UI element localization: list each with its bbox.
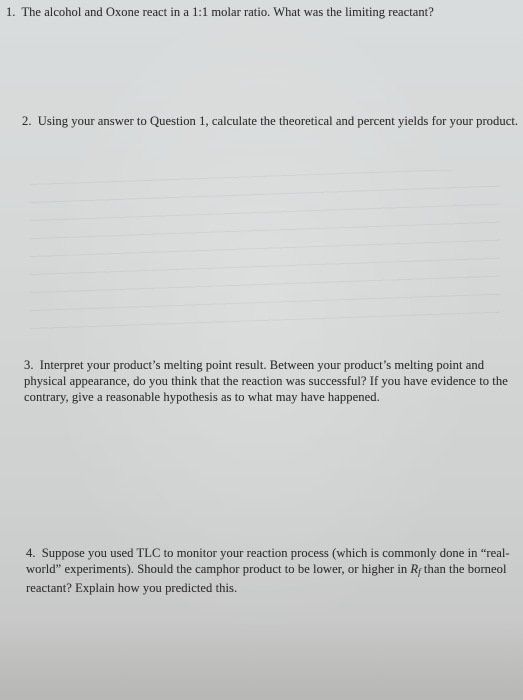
question-3-text: Interpret your product’s melting point result. Between your product’s melting point and physical appearance, do you think that the reaction was successful? If you have evidence to the contrary, give a reasonable hypothesis as to what may have happened.: [24, 358, 508, 404]
paper-shadow: [0, 620, 523, 700]
question-2-number: 2.: [22, 114, 32, 128]
question-2-text: Using your answer to Question 1, calculate the theoretical and percent yields for your product.: [37, 114, 519, 128]
question-3-number: 3.: [24, 358, 34, 372]
question-1-number: 1.: [6, 5, 16, 19]
question-1: [6, 4, 511, 20]
paper-bleed-through: [30, 170, 500, 330]
question-4: [26, 545, 518, 596]
question-4-text-before: Suppose you used TLC to monitor your reaction process (which is commonly done in “real-world” experiments). Should the camphor product to be lower, or higher in: [26, 546, 510, 576]
rf-symbol-subscript: f: [418, 567, 421, 577]
question-3: [24, 357, 516, 405]
question-4-number: 4.: [26, 546, 36, 560]
rf-symbol-main: R: [410, 562, 419, 576]
question-1-text: The alcohol and Oxone react in a 1:1 molar ratio. What was the limiting reactant?: [21, 5, 434, 19]
question-2: [22, 113, 520, 129]
question-4-text-after: than the borneol reactant? Explain how you predicted this.: [26, 562, 507, 595]
rf-symbol: [410, 562, 420, 576]
